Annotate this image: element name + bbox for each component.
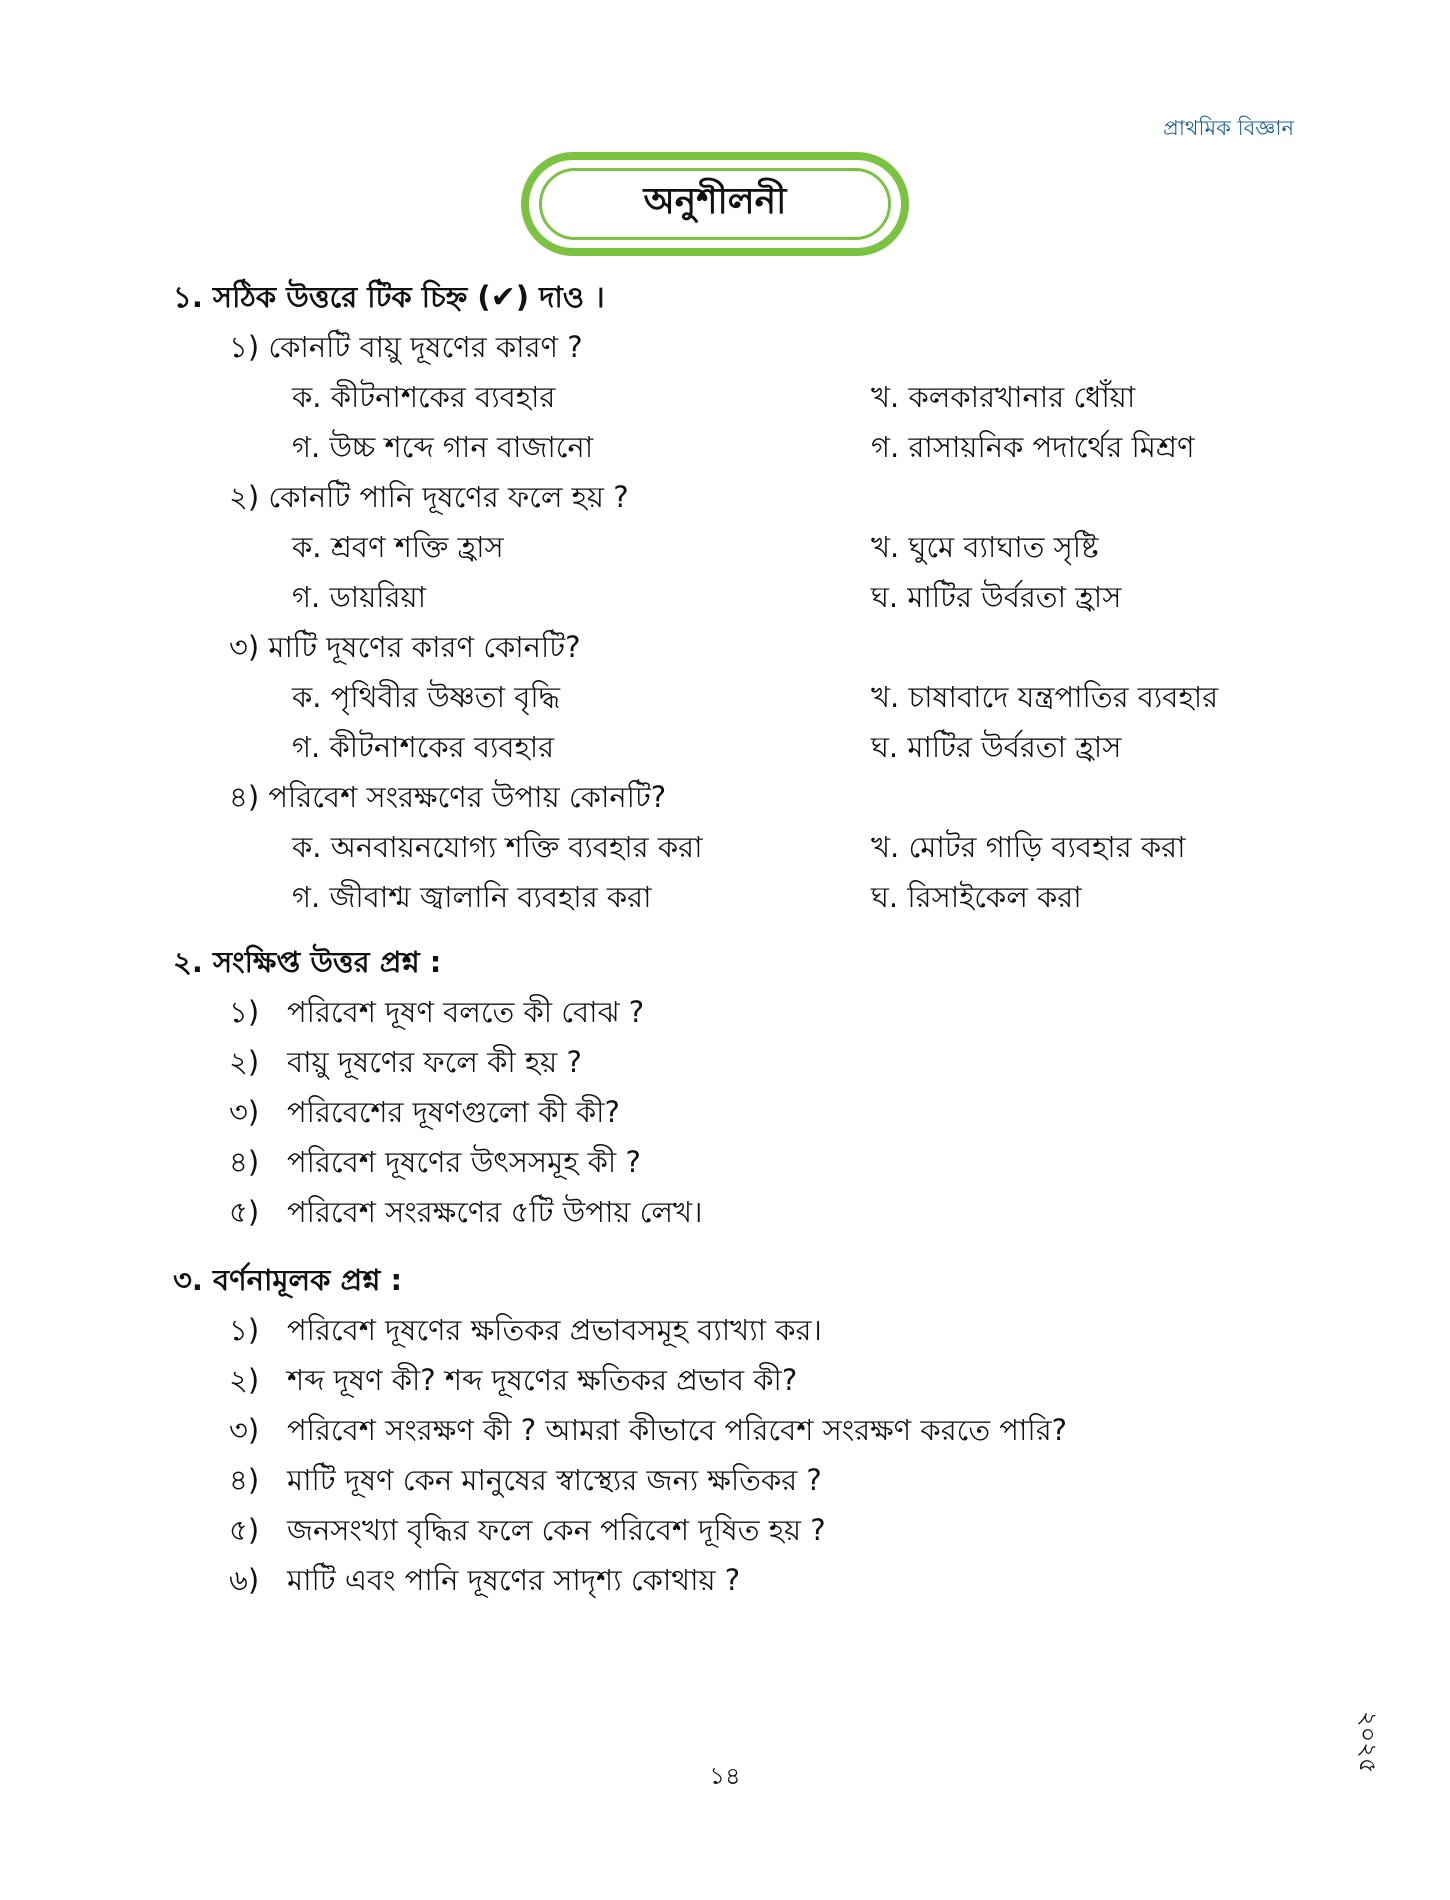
option-4-d: ঘ. রিসাইকেল করা (871, 880, 1082, 914)
list-number: ৪) (229, 1463, 260, 1497)
section-1-heading-post: ) দাও । (515, 280, 605, 314)
option-2-a: ক. শ্রবণ শক্তি হ্রাস (292, 530, 504, 564)
option-1-c: গ. উচ্চ শব্দে গান বাজানো (292, 430, 594, 464)
question-4: ৪) পরিবেশ সংরক্ষণের উপায় কোনটি? (229, 780, 667, 814)
option-4-b: খ. মোটর গাড়ি ব্যবহার করা (871, 830, 1186, 864)
question-2: ২) কোনটি পানি দূষণের ফলে হয় ? (229, 480, 629, 514)
list-text: পরিবেশ সংরক্ষণ কী ? আমরা কীভাবে পরিবেশ সংরক্ষণ করতে পারি? (287, 1413, 1068, 1447)
option-4-c: গ. জীবাশ্ম জ্বালানি ব্যবহার করা (292, 880, 652, 914)
section-1-heading-pre: ১. সঠিক উত্তরে টিক চিহ্ন ( (173, 280, 491, 314)
list-number: ৬) (229, 1563, 260, 1597)
list-text: মাটি দূষণ কেন মানুষের স্বাস্থ্যের জন্য ক্ষতিকর ? (287, 1463, 822, 1497)
short-question-5 (229, 1190, 702, 1239)
option-2-b: খ. ঘুমে ব্যাঘাত সৃষ্টি (871, 530, 1099, 564)
list-text: পরিবেশ দূষণ বলতে কী বোঝ ? (287, 995, 645, 1029)
list-text: পরিবেশের দূষণগুলো কী কী? (287, 1095, 620, 1129)
essay-question-6 (229, 1558, 740, 1607)
short-question-1 (229, 990, 644, 1039)
list-number: ৪) (229, 1145, 260, 1179)
year-mark: ২০২৫ (1354, 1711, 1382, 1774)
option-4-a: ক. অনবায়নযোগ্য শক্তি ব্যবহার করা (292, 830, 703, 864)
title-box-inner (539, 168, 891, 240)
option-3-b: খ. চাষাবাদে যন্ত্রপাতির ব্যবহার (871, 680, 1219, 714)
list-number: ১) (229, 1313, 260, 1347)
page-number: ১৪ (709, 1762, 741, 1790)
essay-question-5 (229, 1508, 826, 1557)
list-text: পরিবেশ সংরক্ষণের ৫টি উপায় লেখ। (287, 1195, 703, 1229)
list-text: বায়ু দূষণের ফলে কী হয় ? (287, 1045, 582, 1079)
essay-question-3 (229, 1408, 1067, 1457)
option-3-a: ক. পৃথিবীর উষ্ণতা বৃদ্ধি (292, 680, 560, 714)
section-1-heading (173, 275, 605, 324)
check-mark-icon: ✔ (490, 280, 516, 315)
short-question-2 (229, 1040, 582, 1089)
short-question-3 (229, 1090, 620, 1139)
list-text: শব্দ দূষণ কী? শব্দ দূষণের ক্ষতিকর প্রভাব কী? (287, 1363, 798, 1397)
section-2-heading: ২. সংক্ষিপ্ত উত্তর প্রশ্ন : (173, 945, 442, 979)
list-text: মাটি এবং পানি দূষণের সাদৃশ্য কোথায় ? (287, 1563, 741, 1597)
question-3: ৩) মাটি দূষণের কারণ কোনটি? (229, 630, 581, 664)
option-2-c: গ. ডায়রিয়া (292, 580, 427, 614)
question-1: ১) কোনটি বায়ু দূষণের কারণ ? (229, 330, 583, 364)
list-number: ৩) (229, 1095, 260, 1129)
list-number: ১) (229, 995, 260, 1029)
section-3-heading: ৩. বর্ণনামূলক প্রশ্ন : (173, 1263, 403, 1297)
short-question-4 (229, 1140, 641, 1189)
title-box (521, 152, 909, 256)
option-1-b: খ. কলকারখানার ধোঁয়া (871, 380, 1136, 414)
list-number: ২) (229, 1045, 260, 1079)
list-number: ৩) (229, 1413, 260, 1447)
list-text: পরিবেশ দূষণের ক্ষতিকর প্রভাবসমূহ ব্যাখ্যা কর। (287, 1313, 822, 1347)
list-number: ৫) (229, 1513, 260, 1547)
list-text: জনসংখ্যা বৃদ্ধির ফলে কেন পরিবেশ দূষিত হয় ? (287, 1513, 826, 1547)
essay-question-2 (229, 1358, 797, 1407)
option-1-a: ক. কীটনাশকের ব্যবহার (292, 380, 556, 414)
option-3-c: গ. কীটনাশকের ব্যবহার (292, 730, 555, 764)
option-2-d: ঘ. মাটির উর্বরতা হ্রাস (871, 580, 1122, 614)
option-3-d: ঘ. মাটির উর্বরতা হ্রাস (871, 730, 1122, 764)
page-title: অনুশীলনী (643, 181, 787, 222)
page-header-subject: প্রাথমিক বিজ্ঞান (1163, 116, 1294, 140)
list-text: পরিবেশ দূষণের উৎসসমূহ কী ? (287, 1145, 641, 1179)
list-number: ২) (229, 1363, 260, 1397)
essay-question-1 (229, 1308, 822, 1357)
essay-question-4 (229, 1458, 822, 1507)
option-1-d: গ. রাসায়নিক পদার্থের মিশ্রণ (871, 430, 1195, 464)
list-number: ৫) (229, 1195, 260, 1229)
